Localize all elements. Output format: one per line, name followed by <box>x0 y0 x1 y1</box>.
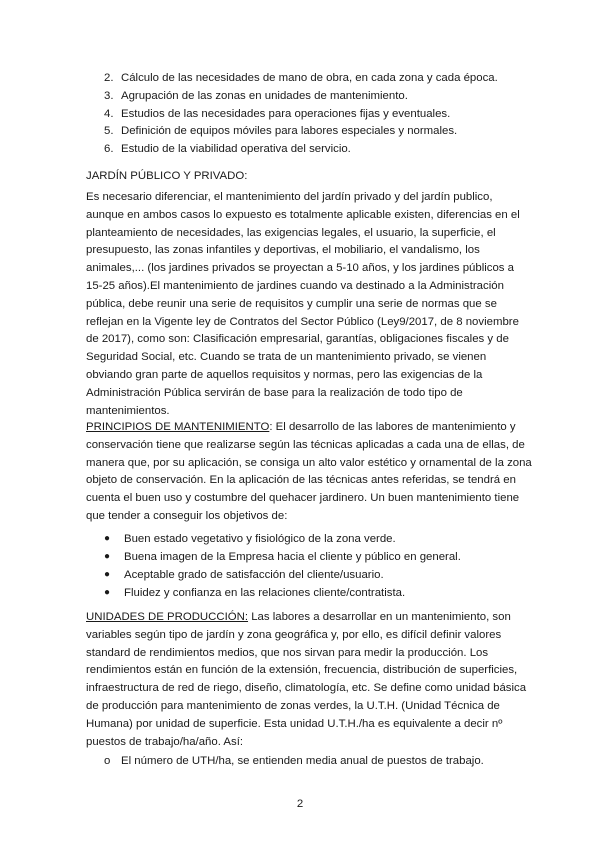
unidades-label: UNIDADES DE PRODUCCIÓN: <box>86 611 249 623</box>
objetivos-list <box>104 530 534 602</box>
principios-text: : El desarrollo de las labores de mantenimiento y conservación tiene que realizarse según las técnicas aplicadas a cada una de ellas, de manera que, por su aplicación, se consiga un alto valor estético y ornamental de la zona objeto de conservación. En la aplicación de las técnicas antes referidas, se tendrá en cuenta el buen uso y costumbre del quehacer jardinero. Un buen mantenimiento tiene que tender a conseguir los objetivos de: <box>86 421 532 522</box>
list-item: 5. Definición de equipos móviles para labores especiales y normales. <box>104 125 458 138</box>
list-item: 6. Estudio de la viabilidad operativa del servicio. <box>104 143 351 156</box>
list-item: 3. Agrupación de las zonas en unidades de mantenimiento. <box>104 89 408 102</box>
bullet-icon: ● <box>104 533 111 544</box>
list-item: 2. Cálculo de las necesidades de mano de obra, en cada zona y cada época. <box>104 72 498 84</box>
list-item: ● Buena imagen de la Empresa hacia el cliente y público en general. <box>104 548 534 566</box>
bullet-icon: ● <box>104 569 111 580</box>
numbered-list <box>104 70 544 159</box>
page-number: 2 <box>296 798 304 810</box>
list-item: ● Fluidez y confianza en las relaciones cliente/contratista. <box>104 584 534 602</box>
section-heading: JARDÍN PÚBLICO Y PRIVADO: <box>86 170 248 182</box>
list-item: ● Buen estado vegetativo y fisiológico de la zona verde. <box>104 530 534 548</box>
document-page: 2. Cálculo de las necesidades de mano de obra, en cada zona y cada época. 3. Agrupación de las zonas en unidades de mantenimiento. 4. Estudios de las necesidades para operaciones fijas y eventuales. 5. Definición de equipos móviles para labores especiales y normales. 6. Estudio de la viabilidad operativa del servicio. JARDÍN PÚBLICO Y PRIVADO: Es necesario diferenciar, el mantenimiento del jardín privado y del jardín publico, aunque en ambos casos lo expuesto es totalmente aplicable existen, diferencias en el planteamiento de necesidades, las exigencias legales, el usuario, la superficie, el presupuesto, las zonas infantiles y deportivas, el mobiliario, el vandalismo, los animales,... (los jardines privados se proyectan a 5-10 años, y los jardines públicos a 15-25 años).El mantenimiento de jardines cuando va destinado a la Administración pública, debe reunir una serie de requisitos y cumplir una serie de normas que se reflejan en la Vigente ley de Contratos del Sector Público (Ley9/2017, de 8 noviembre de 2017), como son: Clasificación empresarial, garantías, obligaciones fiscales y de Seguridad Social, etc. Cuando se trata de un mantenimiento privado, se vienen obviando gran parte de aquellos requisitos y normas, pero las exigencias de la Administración Pública servirán de base para la realización de todo tipo de mantenimientos. PRINCIPIOS DE MANTENIMIENTO: El desarrollo de las labores de mantenimiento y conservación tiene que realizarse según las técnicas aplicadas a cada una de ellas, de manera que, por su aplicación, se consiga un alto valor estético y ornamental de la zona objeto de conservación. En la aplicación de las técnicas antes referidas, se tendrá en cuenta el buen uso y costumbre del quehacer jardinero. Un buen mantenimiento tiene que tender a conseguir los objetivos de: ● Buen estado vegetativo y fisiológico de la zona verde. ● Buena imagen de la Empresa hacia el cliente y público en general. ● Aceptable grado de satisfacción del cliente/usuario. ● Fluidez y confianza en las relaciones cliente/contratista. UNIDADES DE PRODUCCIÓN: Las labores a desarrollar en un mantenimiento, son variables según tipo de jardín y zona geográfica y, por ello, es difícil definir valores standard de rendimientos medios, que nos sirvan para medir la producción. Los rendimientos están en función de la extensión, frecuencia, distribución de superficies, infraestructura de red de riego, diseño, climatología, etc. Se define como unidad básica de producción para mantenimiento de zonas verdes, la U.T.H. (Unidad Técnica de Humana) por unidad de superficie. Esta unidad U.T.H./ha es equivalente a decir nº puestos de trabajo/ha/año. Así: o El número de UTH/ha, se entienden media anual de puestos de trabajo. 2 <box>0 0 600 848</box>
paragraph-jardin: Es necesario diferenciar, el mantenimiento del jardín privado y del jardín publico, aunque en ambos casos lo expuesto es totalmente aplicable existen, diferencias en el planteamiento de necesidades, las exigencias legales, el usuario, la superficie, el presupuesto, las zonas infantiles y deportivas, el mobiliario, el vandalismo, los animales,... (los jardines privados se proyectan a 5-10 años, y los jardines públicos a 15-25 años).El mantenimiento de jardines cuando va destinado a la Administración pública, debe reunir una serie de requisitos y cumplir una serie de normas que se reflejan en la Vigente ley de Contratos del Sector Público (Ley9/2017, de 8 noviembre de 2017), como son: Clasificación empresarial, garantías, obligaciones fiscales y de Seguridad Social, etc. Cuando se trata de un mantenimiento privado, se vienen obviando gran parte de aquellos requisitos y normas, pero las exigencias de la Administración Pública servirán de base para la realización de todo tipo de mantenimientos. <box>86 191 520 417</box>
list-item: ● Aceptable grado de satisfacción del cliente/usuario. <box>104 566 534 584</box>
bullet-icon: ● <box>104 551 111 562</box>
list-item: 4. Estudios de las necesidades para operaciones fijas y eventuales. <box>104 107 451 120</box>
unidades-text: Las labores a desarrollar en un mantenimiento, son variables según tipo de jardín y zona geográfica y, por ello, es difícil definir valores standard de rendimientos medios, que nos sirvan para medir la producción. Los rendimientos están en función de la extensión, frecuencia, distribución de superficies, infraestructura de red de riego, diseño, climatología, etc. Se define como unidad básica de producción para mantenimiento de zonas verdes, la U.T.H. (Unidad Técnica de Humana) por unidad de superficie. Esta unidad U.T.H./ha es equivalente a decir nº puestos de trabajo/ha/año. Así: <box>86 611 527 748</box>
bullet-icon: ● <box>104 587 111 598</box>
circle-bullet-icon: o <box>104 755 111 767</box>
paragraph-unidades <box>86 609 532 751</box>
paragraph-principios <box>86 419 532 526</box>
principios-label: PRINCIPIOS DE MANTENIMIENTO <box>86 421 270 433</box>
